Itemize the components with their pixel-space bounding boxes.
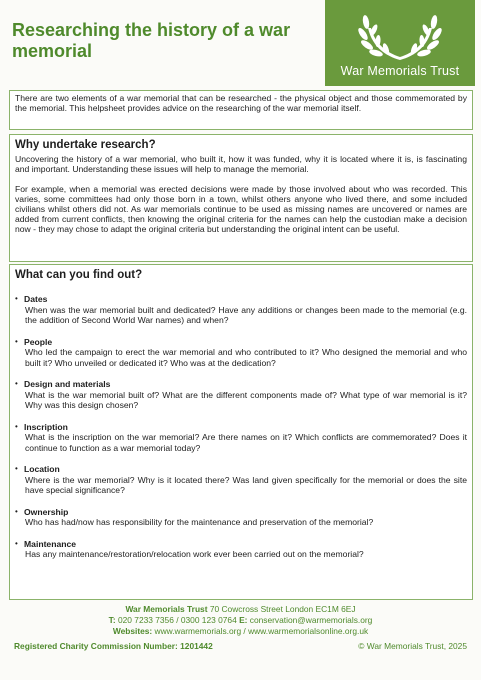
item-title-design: Design and materials [24,379,111,389]
item-title-inscription: Inscription [24,421,68,432]
footer [0,604,481,637]
bullet-icon: • [15,464,18,473]
bullet-icon: • [15,379,18,388]
item-text-dates: When was the war memorial built and dedicated? Have any additions or changes been made to the memorial (e.g. the addition of Second World War names) and when? [25,304,467,325]
item-title-people: People [24,336,53,347]
footer-phone-label: T: [108,615,116,625]
item-title-location: Location [24,464,60,474]
item-title-maintenance: Maintenance [24,538,77,549]
logo-text: War Memorials Trust [340,64,460,78]
item-text-maintenance: Has any maintenance/restoration/relocation work ever been carried out on the memorial? [25,549,364,559]
bullet-icon: • [15,421,18,431]
why-paragraph-1: Uncovering the history of a war memorial, who built it, how it was funded, why it is located where it is, is fascinating and important. Understanding these issues will help to manage the memorial. [15,154,467,174]
footer-address-line [0,604,481,615]
footer-phone: 020 7233 7356 / 0300 123 0764 [117,615,237,625]
what-section [9,264,473,600]
footer-email-label: E: [239,615,248,625]
footer-websites-label: Websites: [112,626,153,636]
list-item [15,294,467,326]
page-title: Researching the history of a war memorial [12,20,291,61]
list-item [15,539,467,560]
list-item [15,507,467,528]
bullet-icon: • [15,506,18,516]
list-item [15,422,467,454]
footer-charity-line [14,641,467,651]
list-item [15,337,467,369]
why-paragraph-2: For example, when a memorial was erected decisions were made by those involved about who was recorded. This varies, some committees had only those born in a town, whilst others anyone who lived there, and some included civilians whilst others did not. As war memorials continue to be used as missing names are uncovered or names are added from current conflicts, then knowing the original criteria for the names can help the custodian make a decision now - they may chose to adapt the original criteria but understanding the original intent can be useful. [15,184,467,234]
list-item [15,379,467,411]
footer-websites-link[interactable]: www.warmemorials.org / www.warmemorialsonline.org.uk [154,626,369,636]
footer-charity-label: Registered Charity Commission Number: [14,641,178,651]
what-heading: What can you find out? [15,269,143,281]
footer-email-link[interactable]: conservation@warmemorials.org [249,615,373,625]
item-text-inscription: What is the inscription on the war memorial? Are there names on it? Which conflicts are commemorated? Does it continue to function as a war memorial today? [25,432,467,453]
item-title-ownership: Ownership [24,506,69,517]
logo [325,0,475,86]
list-item [15,464,467,496]
footer-copyright: © War Memorials Trust, 2025 [358,641,467,651]
header [0,0,481,86]
footer-contact-line [0,615,481,626]
bullet-icon: • [15,538,18,548]
bullet-icon: • [15,336,18,346]
footer-charity-number: 1201442 [180,641,213,651]
laurel-wreath-icon [350,8,450,62]
footer-address: 70 Cowcross Street London EC1M 6EJ [209,604,356,614]
footer-websites-line [0,626,481,637]
intro-box [9,90,473,130]
item-text-ownership: Who has had/now has responsibility for the maintenance and preservation of the memorial? [25,517,374,527]
item-title-dates: Dates [24,294,48,304]
item-text-design: What is the war memorial built of? What are the different components made of? What type of war memorial is it? Why was this design chosen? [25,389,467,410]
item-text-people: Who led the campaign to erect the war memorial and who contributed to it? Who designed the memorial and who built it? Who unveiled or dedicated it? Who was at the dedication? [25,347,467,368]
item-text-location: Where is the war memorial? Why is it located there? Was land given specifically for the memorial or does the site have special significance? [25,474,467,495]
intro-text: There are two elements of a war memorial that can be researched - the physical object and those commemorated by the memorial. This helpsheet provides advice on the researching of the war memorial itself. [15,93,467,113]
footer-org: War Memorials Trust [125,604,208,614]
why-section [9,134,473,262]
bullet-icon: • [15,294,18,303]
why-heading: Why undertake research? [15,139,156,151]
